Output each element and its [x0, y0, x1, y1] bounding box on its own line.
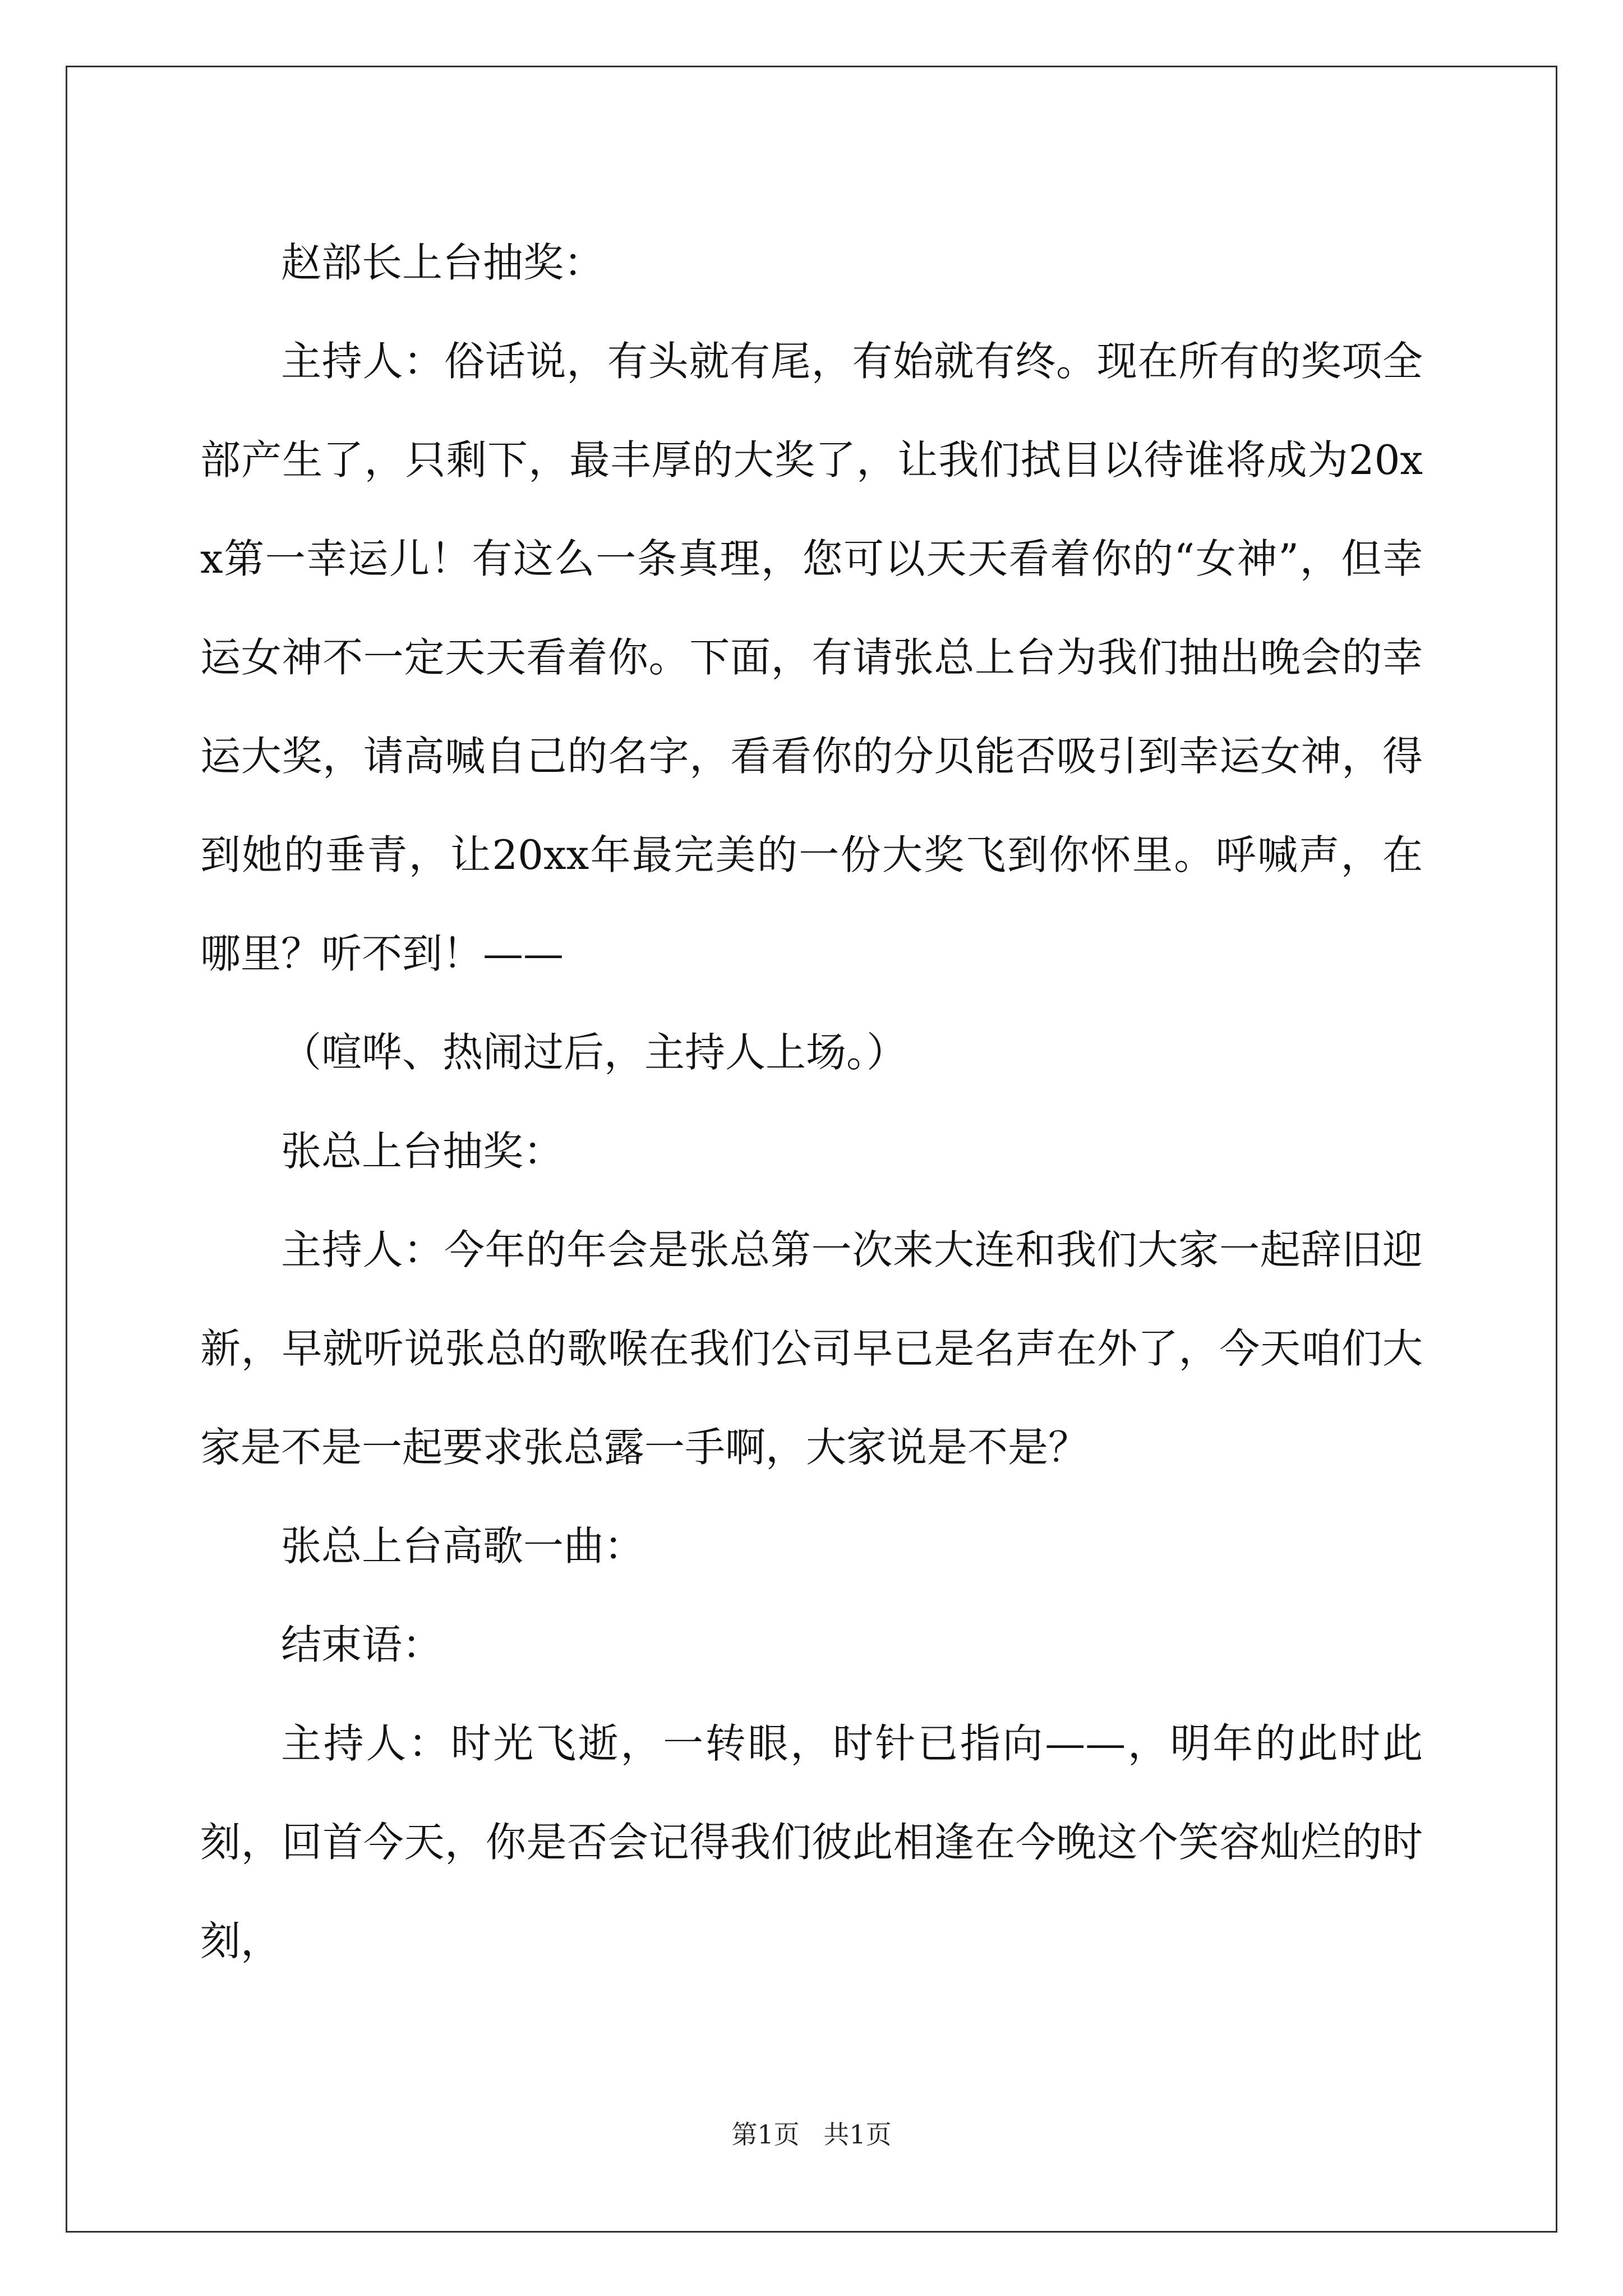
paragraph: 主持人：俗话说，有头就有尾，有始就有终。现在所有的奖项全部产生了，只剩下，最丰厚的大奖了，让我们拭目以待谁将成为20xx第一幸运儿！有这么一条真理，您可以天天看着你的“女神”，但幸运女神不一定天天看着你。下面，有请张总上台为我们抽出晚会的幸运大奖，请高喊自己的名字，看看你的分贝能否吸引到幸运女神，得到她的垂青，让20xx年最完美的一份大奖飞到你怀里。呼喊声，在哪里？听不到！——	[200, 338, 1423, 977]
paragraph: 主持人：时光飞逝，一转眼，时针已指向——，明年的此时此刻，回首今天，你是否会记得我们彼此相逢在今晚这个笑容灿烂的时刻，	[200, 1720, 1423, 1964]
document-body	[200, 213, 1423, 1990]
paragraph: 主持人：今年的年会是张总第一次来大连和我们大家一起辞旧迎新，早就听说张总的歌喉在我们公司早已是名声在外了，今天咱们大家是不是一起要求张总露一手啊，大家说是不是？	[200, 1226, 1423, 1471]
page-number: 第1页	[731, 2119, 800, 2150]
paragraph: （喧哗、热闹过后，主持人上场。）	[281, 1029, 907, 1076]
page-footer	[0, 2118, 1623, 2151]
page-total: 共1页	[823, 2119, 892, 2150]
paragraph: 结束语：	[281, 1621, 443, 1668]
paragraph: 赵部长上台抽奖：	[281, 239, 605, 286]
paragraph: 张总上台抽奖：	[281, 1128, 564, 1175]
paragraph: 张总上台高歌一曲：	[281, 1522, 645, 1570]
